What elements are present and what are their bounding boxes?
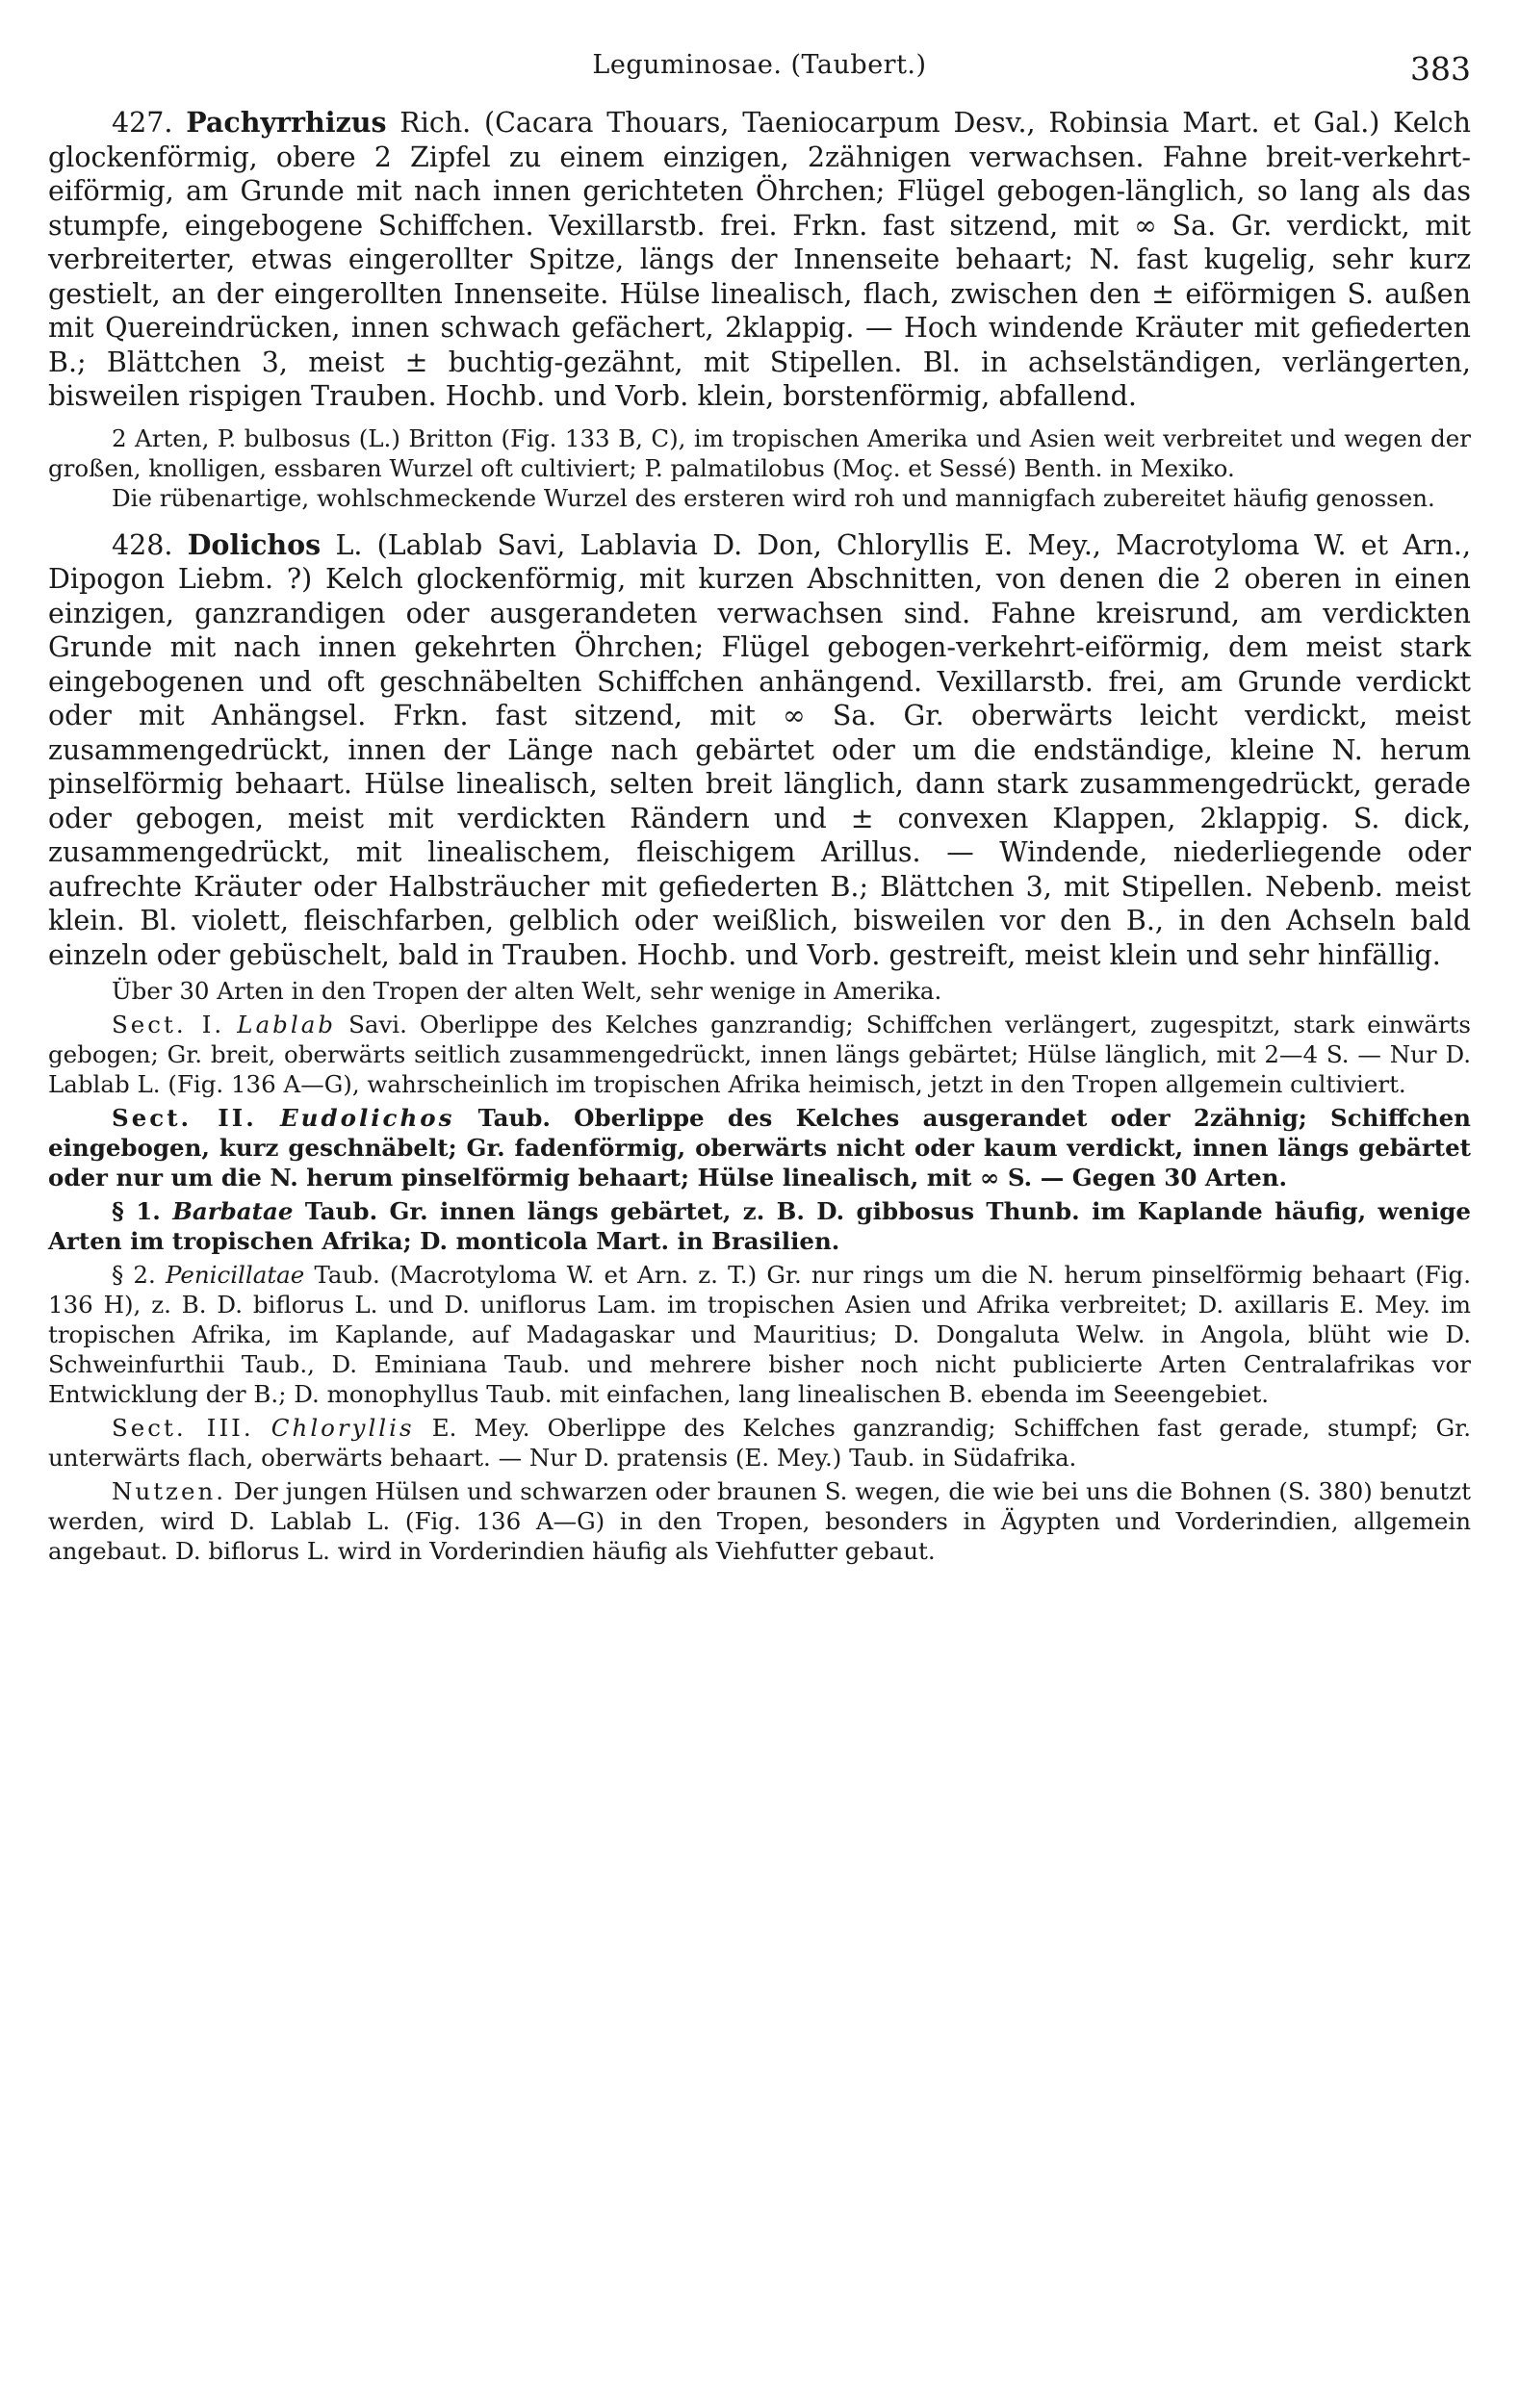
subsection-penicillatae <box>48 1260 1479 1409</box>
section-chloryllis <box>48 1413 1479 1473</box>
section-label: Sect. III. <box>112 1414 254 1442</box>
section-text: E. Mey. Oberlippe des Kelches ganzrandig; Schiffchen fast gerade, stumpf; Gr. unterwärts flach, oberwärts behaart. — Nur D. pratensis (E. Mey.) Taub. in Südafrika. <box>48 1414 1479 1472</box>
genus-name: Pachyrrhizus <box>186 106 387 139</box>
subsection-label: § 2. <box>112 1261 156 1289</box>
section-name: Eudolichos <box>279 1104 455 1132</box>
subsection-text: Taub. (Macrotyloma W. et Arn. z. T.) Gr. nur rings um die N. herum pinselförmig behaart (Fig. 136 H), z. B. D. biflorus L. und D. uniflorus Lam. im tropischen Asien und Afrika verbreitet; D. axillaris E. Mey. im tropischen Afrika, im Kaplande, auf Madagaskar und Mauritius; D. Dongaluta Welw. in Angola, blüht wie D. Schweinfurthii Taub., D. Eminiana Taub. und mehrere bisher noch nicht publicierte Arten Centralafrikas vor Entwicklung der B.; D. monophyllus Taub. mit einfachen, lang linealischen B. ebenda im Seeengebiet. <box>48 1261 1479 1408</box>
subsection-barbatae <box>48 1196 1480 1256</box>
running-title: Leguminosae. (Taubert.) <box>592 50 927 80</box>
usage-text: Der jungen Hülsen und schwarzen oder braunen S. wegen, die wie bei uns die Bohnen (S. 380) benutzt werden, wird D. Lablab L. (Fig. 136 A—G) in den Tropen, besonders in Ägypten und Vorderindien, allgemein angebaut. D. biflorus L. wird in Vorderindien häufig als Viehfutter gebaut. <box>48 1477 1479 1565</box>
usage-note: Die rübenartige, wohlschmeckende Wurzel des ersteren wird roh und mannigfach zubereitet häufig genossen. <box>112 483 1435 512</box>
page-number: 383 <box>1410 50 1471 88</box>
section-name: Lablab <box>237 1011 336 1038</box>
section-text: Taub. Oberlippe des Kelches ausgerandet oder 2zähnig; Schiffchen eingebogen, kurz geschnäbelt; Gr. fadenförmig, oberwärts nicht oder kaum verdickt, innen längs gebärtet oder nur um die N. herum pinselförmig behaart; Hülse linealisch, mit ∞ S. — Gegen 30 Arten. <box>48 1104 1480 1191</box>
genus-name: Dolichos <box>187 527 322 561</box>
genus-number: 427. <box>112 107 173 139</box>
subsection-text: Taub. Gr. innen längs gebärtet, z. B. D. gibbosus Thunb. im Kaplande häufig, wenige Arten im tropischen Afrika; D. monticola Mart. in Brasilien. <box>48 1197 1480 1255</box>
usage-paragraph <box>48 1476 1479 1566</box>
section-name: Chloryllis <box>270 1414 415 1442</box>
species-count: Über 30 Arten in den Tropen der alten Welt, sehr wenige in Amerika. <box>112 977 942 1005</box>
genus-description: Rich. (Cacara Thouars, Taeniocarpum Desv., Robinsia Mart. et Gal.) Kelch glockenförmig, obere 2 Zipfel zu einem einzigen, 2zähnigen verwachsen. Fahne breit-verkehrt-eiförmig, am Grunde mit nach innen gerichteten Öhrchen; Flügel gebogen-länglich, so lang als das stumpfe, eingebogene Schiffchen. Vexillarstb. frei. Frkn. fast sitzend, mit ∞ Sa. Gr. verdickt, mit verbreiterter, etwas eingerollter Spitze, längs der Innenseite behaart; N. fast kugelig, sehr kurz gestielt, an der eingerollten Innenseite. Hülse linealisch, flach, zwischen den ± eiförmigen S. außen mit Quereindrücken, innen schwach gefächert, 2klappig. — Hoch windende Kräuter mit gefiederten B.; Blättchen 3, meist ± buchtig-gezähnt, mit Stipellen. Bl. in achselständigen, verlängerten, bisweilen rispigen Trauben. Hochb. und Vorb. klein, borstenförmig, abfallend. <box>48 107 1480 412</box>
genus-number: 428. <box>112 528 173 561</box>
usage-label: Nutzen. <box>112 1477 227 1505</box>
subsection-name: Penicillatae <box>166 1261 305 1289</box>
page-header <box>48 38 1471 106</box>
book-page <box>48 38 1480 1566</box>
section-label: Sect. II. <box>112 1104 257 1132</box>
section-lablab <box>48 1010 1479 1099</box>
subsection-label: § 1. <box>112 1197 161 1225</box>
genus-entry-dolichos <box>48 527 1480 973</box>
section-text: Savi. Oberlippe des Kelches ganzrandig; Schiffchen verlängert, zugespitzt, stark einwärts gebogen; Gr. breit, oberwärts seitlich zusammengedrückt, innen längs gebärtet; Hülse länglich, mit 2—4 S. — Nur D. Lablab L. (Fig. 136 A—G), wahrscheinlich im tropischen Afrika heimisch, jetzt in den Tropen allgemein cultiviert. <box>48 1011 1479 1098</box>
section-label: Sect. I. <box>112 1011 225 1038</box>
species-note: 2 Arten, P. bulbosus (L.) Britton (Fig. 133 B, C), im tropischen Amerika und Asien weit verbreitet und wegen der großen, knolligen, essbaren Wurzel oft cultiviert; P. palmatilobus (Moç. et Sessé) Benth. in Mexiko. <box>48 423 1471 482</box>
section-eudolichos <box>48 1103 1480 1192</box>
genus-entry-pachyrrhizus <box>48 106 1480 414</box>
subsection-name: Barbatae <box>172 1197 294 1225</box>
genus-description: L. (Lablab Savi, Lablavia D. Don, Chloryllis E. Mey., Macrotyloma W. et Arn., Dipogon Liebm. ?) Kelch glockenförmig, mit kurzen Abschnitten, von denen die 2 oberen in einen einzigen, ganzrandigen oder ausgerandeten verwachsen sind. Fahne kreisrund, am verdickten Grunde mit nach innen gekehrten Öhrchen; Flügel gebogen-verkehrt-eiförmig, dem meist stark eingebogenen und oft geschnäbelten Schiffchen anhängend. Vexillarstb. frei, am Grunde verdickt oder mit Anhängsel. Frkn. fast sitzend, mit ∞ Sa. Gr. oberwärts leicht verdickt, meist zusammengedrückt, innen der Länge nach gebärtet oder um die endständige, kleine N. herum pinselförmig behaart. Hülse linealisch, selten breit länglich, dann stark zusammengedrückt, gerade oder gebogen, meist mit verdickten Rändern und ± convexen Klappen, 2klappig. S. dick, zusammengedrückt, mit linealischem, fleischigem Arillus. — Windende, niederliegende oder aufrechte Kräuter oder Halbsträucher mit gefiederten B.; Blättchen 3, mit Stipellen. Nebenb. meist klein. Bl. violett, fleischfarben, gelblich oder weißlich, bisweilen vor den B., in den Achseln bald einzeln oder gebüschelt, bald in Trauben. Hochb. und Vorb. gestreift, meist klein und sehr hinfällig. <box>48 528 1480 971</box>
